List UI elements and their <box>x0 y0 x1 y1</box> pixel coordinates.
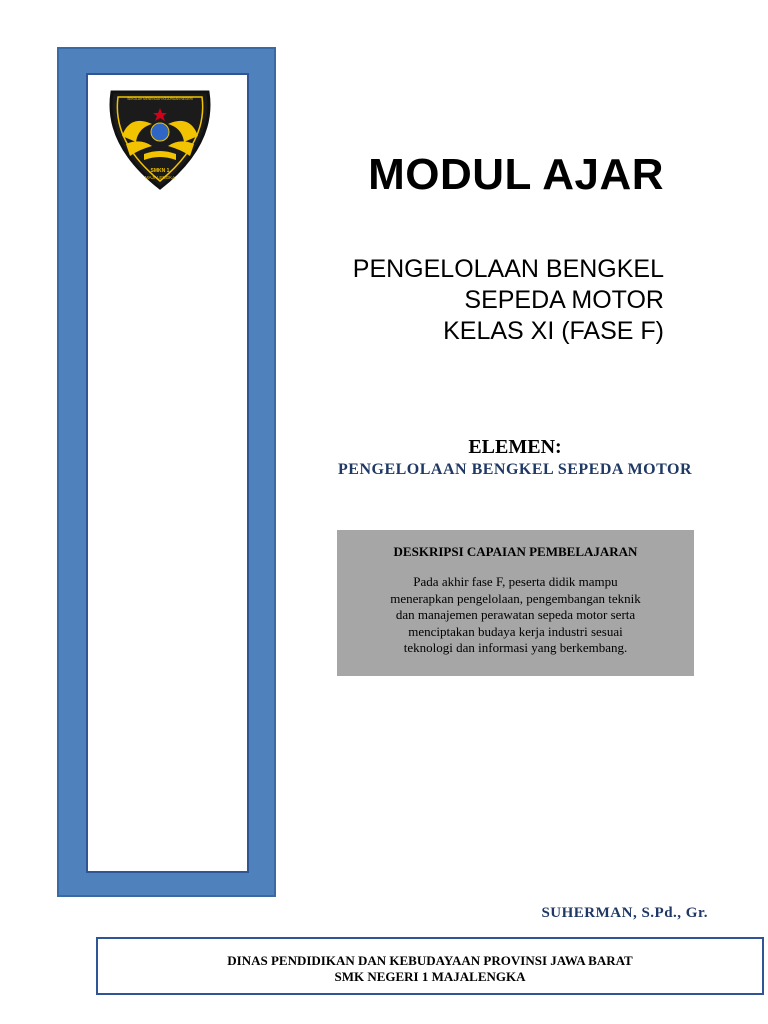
learning-outcome-box <box>337 530 694 676</box>
school-emblem-icon <box>100 84 220 194</box>
learning-outcome-heading: DESKRIPSI CAPAIAN PEMBELAJARAN <box>393 544 638 559</box>
learning-outcome-line: Pada akhir fase F, peserta didik mampu <box>413 574 618 589</box>
emblem-inner-text: SMKN 1 <box>150 168 170 174</box>
cover-title: MODUL AJAR <box>368 150 664 199</box>
subtitle-line: KELAS XI (FASE F) <box>443 317 664 345</box>
learning-outcome-text <box>357 574 674 657</box>
subtitle-line: PENGELOLAAN BENGKEL <box>352 255 664 283</box>
learning-outcome-line: menciptakan budaya kerja industri sesuai <box>408 623 623 639</box>
subtitle-line: SEPEDA MOTOR <box>464 286 664 314</box>
cover-subtitle <box>353 254 664 347</box>
footer-school: SMK NEGERI 1 MAJALENGKA <box>334 969 526 984</box>
footer-agency: DINAS PENDIDIKAN DAN KEBUDAYAAN PROVINSI JAWA BARAT <box>227 953 633 968</box>
learning-outcome-line: teknologi dan informasi yang berkembang. <box>403 640 628 655</box>
emblem-ring-text-bottom: MAJALENGKA <box>144 175 176 180</box>
author-name: SUHERMAN, S.Pd., Gr. <box>541 905 708 921</box>
emblem-ring-text-top: SEKOLAH MENENGAH KEJURUAN NEGERI <box>127 97 193 101</box>
element-label: ELEMEN: <box>468 436 562 458</box>
element-value: PENGELOLAAN BENGKEL SEPEDA MOTOR <box>338 461 692 478</box>
learning-outcome-line: menerapkan pengelolaan, pengembangan teknik <box>390 590 641 606</box>
learning-outcome-line: dan manajemen perawatan sepeda motor serta <box>395 607 636 622</box>
footer-institution-box <box>96 937 764 995</box>
